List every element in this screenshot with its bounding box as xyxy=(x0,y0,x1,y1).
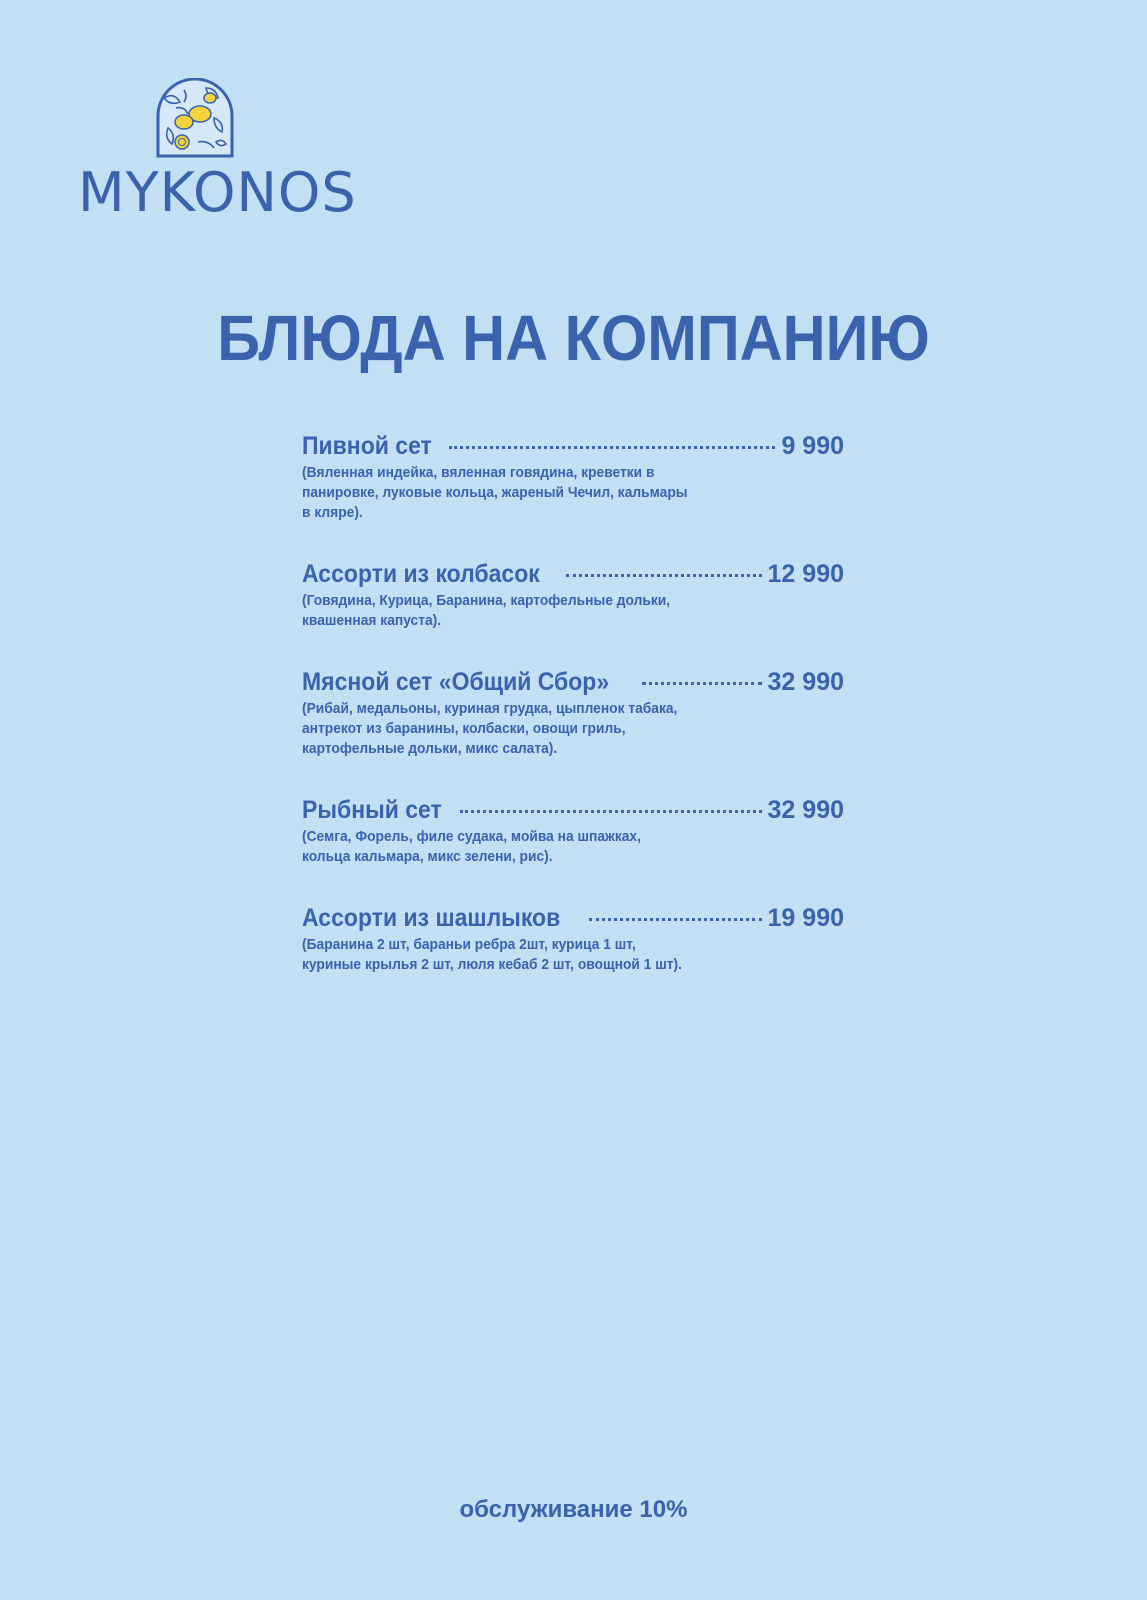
menu-item-price: 9 990 xyxy=(781,432,844,460)
menu-item-description: (Вяленная индейка, вяленная говядина, креветки в панировке, луковые кольца, жареный Чечил, кальмары в кляре). xyxy=(302,464,688,521)
menu-item-description: (Семга, Форель, филе судака, мойва на шпажках, кольца кальмара, микс зелени, рис). xyxy=(302,828,641,865)
dot-leader xyxy=(460,809,762,813)
lemon-emblem-icon xyxy=(154,78,236,158)
menu-item-name: Ассорти из шашлыков xyxy=(302,904,561,932)
menu-list xyxy=(302,430,844,1010)
menu-item xyxy=(302,902,844,975)
menu-item-description: (Рибай, медальоны, куриная грудка, цыпленок табака, антрекот из баранины, колбаски, овощи гриль, картофельные дольки, микс салата). xyxy=(302,700,678,757)
menu-item-price: 19 990 xyxy=(767,904,844,932)
menu-item-price: 12 990 xyxy=(767,560,844,588)
dot-leader xyxy=(566,573,761,577)
menu-item-header xyxy=(302,666,844,698)
dot-leader xyxy=(642,681,762,685)
menu-item xyxy=(302,666,844,759)
menu-item-name: Пивной сет xyxy=(302,432,432,460)
page-title: БЛЮДА НА КОМПАНИЮ xyxy=(217,302,930,374)
menu-item-price: 32 990 xyxy=(767,668,844,696)
menu-item xyxy=(302,558,844,631)
menu-item xyxy=(302,430,844,523)
menu-item-header xyxy=(302,430,844,462)
menu-item xyxy=(302,794,844,867)
menu-item-name: Ассорти из колбасок xyxy=(302,560,540,588)
menu-item-name: Рыбный сет xyxy=(302,796,442,824)
brand-name: MYKONOS xyxy=(78,161,357,224)
menu-item-header xyxy=(302,558,844,590)
dot-leader xyxy=(449,445,775,449)
menu-item-header xyxy=(302,902,844,934)
menu-item-name: Мясной сет «Общий Сбор» xyxy=(302,668,610,696)
logo xyxy=(78,78,357,228)
menu-item-price: 32 990 xyxy=(767,796,844,824)
menu-item-description: (Баранина 2 шт, бараньи ребра 2шт, курица 1 шт, куриные крылья 2 шт, люля кебаб 2 шт, овощной 1 шт). xyxy=(302,936,682,973)
service-charge-note: обслуживание 10% xyxy=(459,1496,688,1523)
menu-item-description: (Говядина, Курица, Баранина, картофельные дольки, квашенная капуста). xyxy=(302,592,671,629)
dot-leader xyxy=(589,917,762,921)
menu-item-header xyxy=(302,794,844,826)
